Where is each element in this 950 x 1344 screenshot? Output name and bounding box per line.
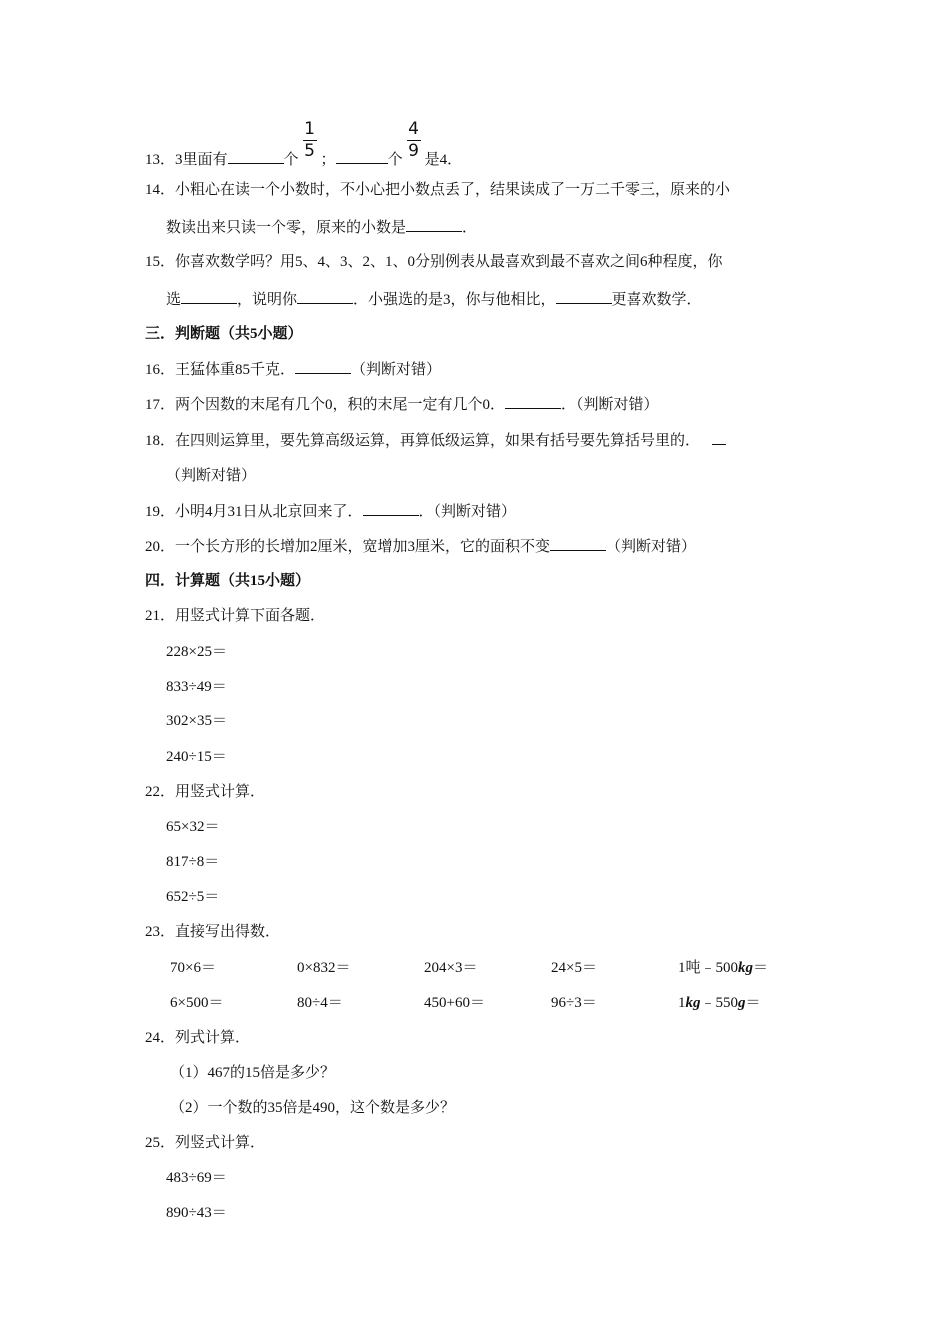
mental-math-item: 450+60＝	[424, 995, 485, 1011]
mental-math-item: 70×6＝	[170, 960, 216, 976]
expression-part: 1	[678, 995, 686, 1011]
answer-blank	[363, 500, 419, 516]
mental-math-item: 96÷3＝	[551, 995, 597, 1011]
expression: 817÷8＝	[166, 854, 220, 870]
question-text: ．（判断对错）	[561, 397, 659, 413]
answer-blank	[336, 148, 388, 164]
expression-part: ＝	[745, 995, 761, 1011]
expression: 302×35＝	[166, 713, 227, 729]
mental-math-item: 0×832＝	[297, 960, 351, 976]
question-text: ．（判断对错）	[418, 504, 517, 520]
question-text: ．小强选的是3，你与他相比，	[353, 292, 556, 308]
fraction-denominator: 5	[304, 141, 315, 161]
answer-blank	[712, 429, 726, 445]
question-text: ；	[320, 152, 336, 168]
question-text: 直接写出得数．	[175, 924, 281, 940]
fraction-four-ninths	[403, 119, 425, 164]
question-text: 你喜欢数学吗？用5、4、3、2、1、0分别例表从最喜欢到最不喜欢之间6种程度，你	[175, 254, 723, 270]
question-number: 18．	[145, 433, 176, 449]
expression-part: ﹣550	[700, 995, 739, 1011]
unit: kg	[738, 960, 754, 976]
answer-blank	[406, 216, 462, 232]
question-24	[145, 1028, 250, 1048]
question-text: 用竖式计算．	[175, 784, 266, 800]
mental-math-item: 204×3＝	[424, 960, 478, 976]
question-number: 13．	[145, 152, 176, 168]
question-number: 23．	[145, 924, 176, 940]
question-text: 小明4月31日从北京回来了．	[175, 504, 363, 520]
question-20	[145, 535, 696, 557]
question-text: 个	[283, 152, 299, 168]
question-text: 两个因数的末尾有几个0，积的末尾一定有几个0．	[175, 397, 506, 413]
mental-math-item	[678, 958, 768, 978]
question-15-line-1	[145, 252, 723, 272]
expression: 228×25＝	[166, 644, 227, 660]
question-text: 在四则运算里，要先算高级运算，再算低级运算，如果有括号要先算括号里的．	[175, 433, 701, 449]
expression: 652÷5＝	[166, 889, 220, 905]
question-number: 19．	[145, 504, 176, 520]
expression: 833÷49＝	[166, 679, 227, 695]
question-text: 选	[166, 292, 182, 308]
expression-part: 1吨﹣500	[678, 960, 739, 976]
question-number: 14．	[145, 182, 176, 198]
question-17	[145, 393, 659, 415]
answer-blank	[295, 358, 351, 374]
question-number: 24．	[145, 1030, 176, 1046]
question-24-part-2: （2）一个数的35倍是490，这个数是多少？	[170, 1100, 456, 1116]
question-18-line-2: （判断对错）	[166, 468, 257, 484]
question-number: 16．	[145, 362, 176, 378]
question-18-line-1	[145, 429, 726, 451]
expression-part: ＝	[753, 960, 769, 976]
question-text: 小粗心在读一个小数时，不小心把小数点丢了，结果读成了一万二千零三，原来的小	[175, 182, 731, 198]
question-text: 列式计算．	[175, 1030, 251, 1046]
question-22	[145, 782, 265, 802]
question-14-line-2	[166, 216, 477, 238]
question-15-line-2	[166, 288, 702, 310]
answer-blank	[297, 288, 353, 304]
fraction-one-fifth	[299, 119, 321, 164]
answer-blank	[550, 535, 606, 551]
mental-math-item: 24×5＝	[551, 960, 597, 976]
question-text: （判断对错）	[606, 539, 697, 555]
expression: 65×32＝	[166, 819, 220, 835]
question-text: 列竖式计算．	[175, 1135, 266, 1151]
unit: kg	[685, 995, 701, 1011]
question-text: （判断对错）	[351, 362, 442, 378]
question-number: 25．	[145, 1135, 176, 1151]
question-25	[145, 1133, 265, 1153]
question-text: 更喜欢数学．	[611, 292, 702, 308]
question-text: ．	[462, 220, 478, 236]
section-3-heading: 三．判断题（共5小题）	[145, 326, 303, 342]
answer-blank	[556, 288, 612, 304]
question-19	[145, 500, 516, 522]
expression: 483÷69＝	[166, 1170, 227, 1186]
question-16	[145, 358, 441, 380]
question-24-part-1: （1）467的15倍是多少？	[170, 1065, 336, 1081]
question-number: 22．	[145, 784, 176, 800]
question-number: 21．	[145, 608, 176, 624]
mental-math-item: 6×500＝	[170, 995, 224, 1011]
question-14-line-1	[145, 180, 730, 200]
answer-blank	[228, 148, 284, 164]
question-text: ，说明你	[237, 292, 298, 308]
answer-blank	[181, 288, 237, 304]
question-13	[145, 119, 463, 170]
fraction-numerator: 1	[304, 119, 315, 139]
question-23	[145, 922, 280, 942]
question-text: 3里面有	[175, 152, 228, 168]
section-4-heading: 四．计算题（共15小题）	[145, 573, 311, 589]
question-21	[145, 606, 325, 626]
mental-math-item	[678, 993, 761, 1013]
question-number: 15．	[145, 254, 176, 270]
mental-math-item: 80÷4＝	[297, 995, 343, 1011]
fraction-denominator: 9	[408, 141, 419, 161]
expression: 890÷43＝	[166, 1205, 227, 1221]
question-number: 20．	[145, 539, 176, 555]
question-text: 数读出来只读一个零，原来的小数是	[166, 220, 407, 236]
question-text: 用竖式计算下面各题．	[175, 608, 326, 624]
question-text: 一个长方形的长增加2厘米，宽增加3厘米，它的面积不变	[175, 539, 551, 555]
question-text: 王猛体重85千克．	[175, 362, 296, 378]
fraction-numerator: 4	[408, 119, 419, 139]
question-number: 17．	[145, 397, 176, 413]
unit: g	[738, 995, 746, 1011]
question-text: 是4．	[424, 152, 463, 168]
expression: 240÷15＝	[166, 749, 227, 765]
question-text: 个	[387, 152, 403, 168]
answer-blank	[505, 393, 561, 409]
